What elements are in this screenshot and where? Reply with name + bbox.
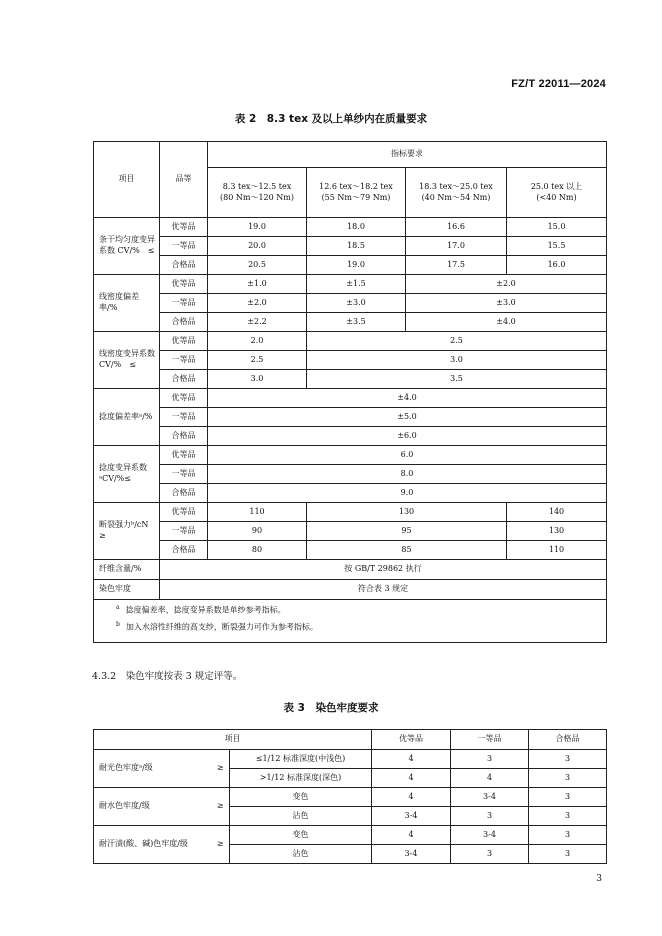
- grade-cell: 一等品: [160, 294, 208, 313]
- dye-fastness-value: 符合表 3 规定: [160, 580, 607, 600]
- value-cell: ±3.0: [307, 294, 406, 313]
- row-label-density-deviation: 线密度偏差率/%: [94, 275, 160, 332]
- value-cell: 130: [507, 522, 607, 541]
- table2-head-grade: 品等: [160, 142, 208, 218]
- footnote-a: $^a$ 捻度偏差率、捻度变异系数是单纱参考指标。: [116, 604, 286, 615]
- table3-caption: 表 3 染色牢度要求: [283, 702, 379, 714]
- range-head: 25.0 tex 以上 (<40 Nm): [507, 168, 607, 218]
- value-cell: 2.0: [208, 332, 307, 351]
- table3-color-fastness: [93, 729, 607, 864]
- value-cell: 90: [208, 522, 307, 541]
- row-label-twist-deviation: 捻度偏差率ᵃ/%: [94, 389, 160, 446]
- grade-cell: 合格品: [160, 427, 208, 446]
- row-label-dye-fastness: 染色牢度: [94, 580, 160, 600]
- value-cell: ±4.0: [406, 313, 607, 332]
- value-cell: 85: [307, 541, 507, 560]
- grade-cell: 优等品: [160, 389, 208, 408]
- grade-cell: 一等品: [160, 351, 208, 370]
- table2-footnotes: [94, 600, 607, 643]
- table3-head-grade: 优等品: [372, 730, 451, 750]
- value-cell: ±3.0: [406, 294, 607, 313]
- value-cell: 20.0: [208, 237, 307, 256]
- value-cell: ±2.0: [208, 294, 307, 313]
- range-head: 12.6 tex～18.2 tex (55 Nm～79 Nm): [307, 168, 406, 218]
- ge-sign: ≥: [212, 788, 230, 826]
- value-cell: 2.5: [208, 351, 307, 370]
- value-cell: 8.0: [208, 465, 607, 484]
- row-label-water-fastness: 耐水色牢度/级: [94, 788, 212, 826]
- value-cell: 6.0: [208, 446, 607, 465]
- row-label-light-fastness: 耐光色牢度ᵃ/级: [94, 750, 212, 788]
- value-cell: 3: [451, 807, 529, 826]
- table3-head-item: 项目: [94, 730, 372, 750]
- value-cell: 9.0: [208, 484, 607, 503]
- range-head: 18.3 tex～25.0 tex (40 Nm～54 Nm): [406, 168, 507, 218]
- value-cell: 3.0: [307, 351, 607, 370]
- grade-cell: 优等品: [160, 218, 208, 237]
- value-cell: 80: [208, 541, 307, 560]
- grade-cell: 合格品: [160, 256, 208, 275]
- grade-cell: 优等品: [160, 332, 208, 351]
- value-cell: 3-4: [372, 807, 451, 826]
- sub-item: 变色: [230, 788, 372, 807]
- grade-cell: 优等品: [160, 503, 208, 522]
- value-cell: 16.6: [406, 218, 507, 237]
- value-cell: 16.0: [507, 256, 607, 275]
- row-label-density-cv: 线密度变异系数 CV/% ≤: [94, 332, 160, 389]
- value-cell: 3: [451, 750, 529, 769]
- value-cell: ±1.0: [208, 275, 307, 294]
- value-cell: 17.5: [406, 256, 507, 275]
- grade-cell: 合格品: [160, 370, 208, 389]
- grade-cell: 优等品: [160, 446, 208, 465]
- value-cell: ±4.0: [208, 389, 607, 408]
- value-cell: 3-4: [451, 826, 529, 845]
- value-cell: 4: [372, 750, 451, 769]
- row-label-evenness-cv: 条干均匀度变异系数 CV/% ≤: [94, 218, 160, 275]
- value-cell: ±6.0: [208, 427, 607, 446]
- grade-cell: 优等品: [160, 275, 208, 294]
- value-cell: 3-4: [451, 788, 529, 807]
- sub-item: 变色: [230, 826, 372, 845]
- standard-code: FZ/T 22011—2024: [511, 78, 606, 90]
- table2-head-item: 项目: [94, 142, 160, 218]
- value-cell: ±2.0: [406, 275, 607, 294]
- value-cell: 3-4: [372, 845, 451, 864]
- grade-cell: 合格品: [160, 484, 208, 503]
- value-cell: 17.0: [406, 237, 507, 256]
- value-cell: 3: [529, 750, 607, 769]
- value-cell: 3.0: [208, 370, 307, 389]
- value-cell: ±1.5: [307, 275, 406, 294]
- value-cell: 3: [451, 845, 529, 864]
- row-label-twist-cv: 捻度变异系数ᵃCV/%≤: [94, 446, 160, 503]
- sub-item: 沾色: [230, 807, 372, 826]
- value-cell: 3: [529, 845, 607, 864]
- value-cell: ±3.5: [307, 313, 406, 332]
- row-label-breaking-strength: 断裂强力ᵇ/cN ≥: [94, 503, 160, 560]
- value-cell: 19.0: [208, 218, 307, 237]
- value-cell: 3.5: [307, 370, 607, 389]
- range-head: 8.3 tex～12.5 tex (80 Nm～120 Nm): [208, 168, 307, 218]
- value-cell: ±5.0: [208, 408, 607, 427]
- grade-cell: 一等品: [160, 522, 208, 541]
- table3-head-grade: 合格品: [529, 730, 607, 750]
- ge-sign: ≥: [212, 826, 230, 864]
- grade-cell: 合格品: [160, 541, 208, 560]
- value-cell: 4: [372, 769, 451, 788]
- value-cell: 2.5: [307, 332, 607, 351]
- grade-cell: 一等品: [160, 237, 208, 256]
- value-cell: 20.5: [208, 256, 307, 275]
- row-label-perspiration-fastness: 耐汗渍(酸、碱)色牢度/级: [94, 826, 212, 864]
- page-number: 3: [596, 874, 602, 884]
- table3-head-grade: 一等品: [451, 730, 529, 750]
- value-cell: 3: [529, 826, 607, 845]
- value-cell: 95: [307, 522, 507, 541]
- sub-item: >1/12 标准深度(深色): [230, 769, 372, 788]
- value-cell: 4: [372, 788, 451, 807]
- table2-yarn-quality: [93, 141, 607, 643]
- table2-head-spec: 指标要求: [208, 142, 607, 168]
- value-cell: 19.0: [307, 256, 406, 275]
- value-cell: 3: [529, 769, 607, 788]
- value-cell: 15.5: [507, 237, 607, 256]
- grade-cell: 一等品: [160, 465, 208, 484]
- fiber-content-value: 按 GB/T 29862 执行: [160, 560, 607, 580]
- value-cell: 3: [529, 807, 607, 826]
- sub-item: 沾色: [230, 845, 372, 864]
- row-label-fiber-content: 纤维含量/%: [94, 560, 160, 580]
- value-cell: 4: [372, 826, 451, 845]
- grade-cell: 一等品: [160, 408, 208, 427]
- value-cell: 15.0: [507, 218, 607, 237]
- value-cell: 110: [507, 541, 607, 560]
- value-cell: ±2.2: [208, 313, 307, 332]
- grade-cell: 合格品: [160, 313, 208, 332]
- value-cell: 3: [529, 788, 607, 807]
- clause-4-3-2: 4.3.2 染色牢度按表 3 规定评等。: [92, 671, 243, 682]
- value-cell: 140: [507, 503, 607, 522]
- value-cell: 130: [307, 503, 507, 522]
- footnote-b: $^b$ 加入水溶性纤维的高支纱，断裂强力可作为参考指标。: [116, 621, 318, 633]
- value-cell: 18.0: [307, 218, 406, 237]
- value-cell: 18.5: [307, 237, 406, 256]
- value-cell: 4: [451, 769, 529, 788]
- table2-caption: 表 2 8.3 tex 及以上单纱内在质量要求: [234, 113, 428, 125]
- sub-item: ≤1/12 标准深度(中浅色): [230, 750, 372, 769]
- ge-sign: ≥: [212, 750, 230, 788]
- value-cell: 110: [208, 503, 307, 522]
